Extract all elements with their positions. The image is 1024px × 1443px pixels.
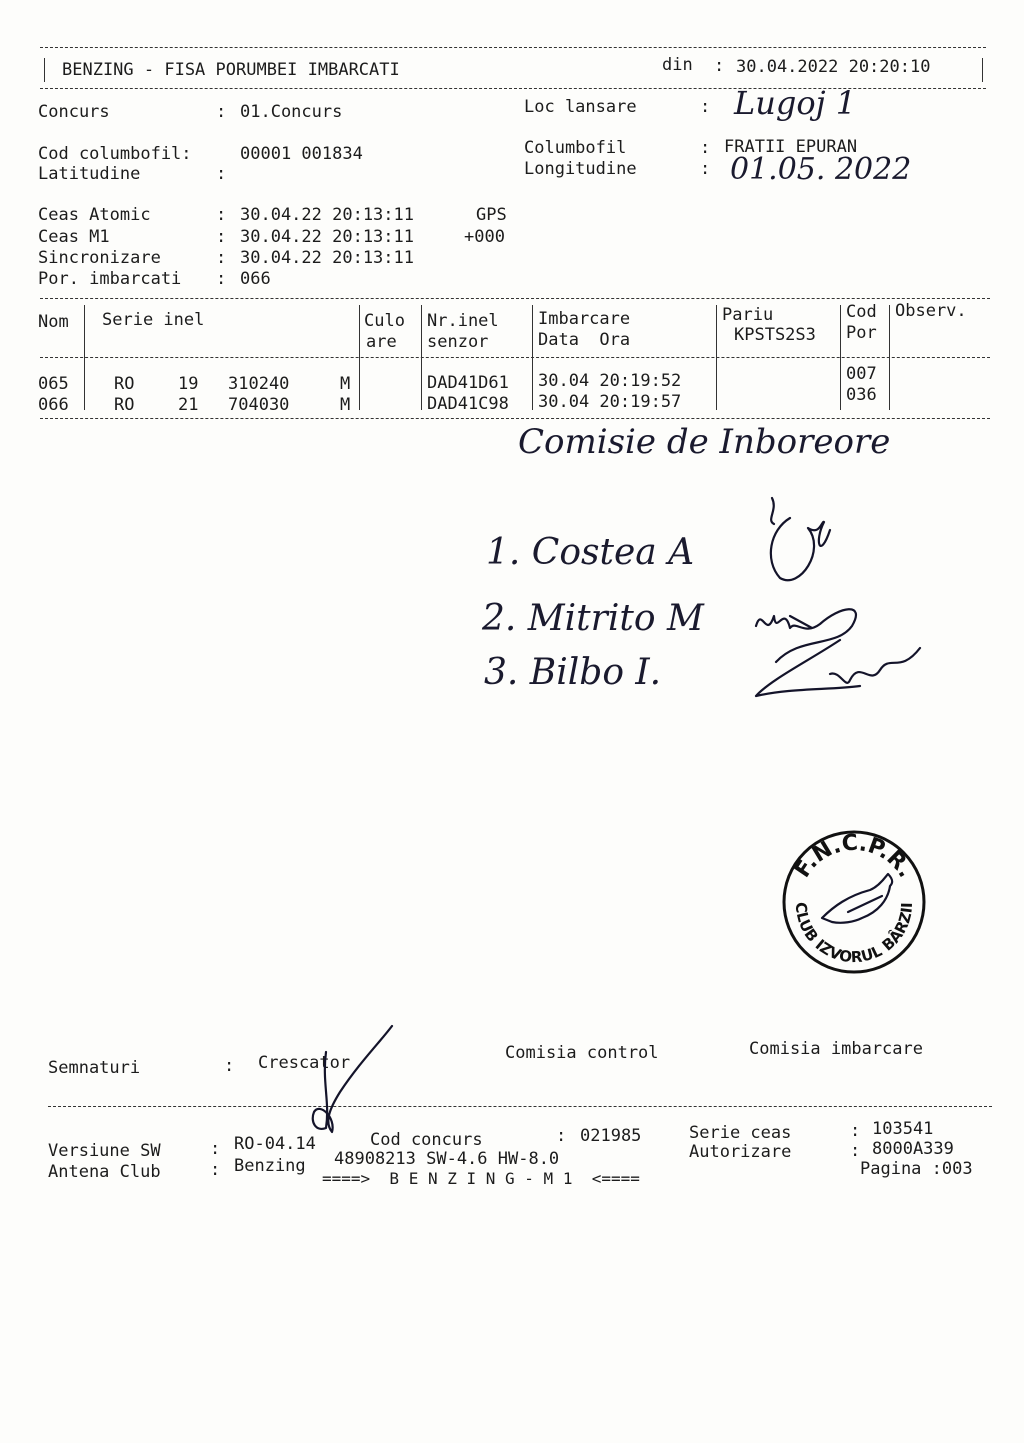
ceas-m1-label: Ceas M1	[38, 227, 110, 247]
svg-text:F.N.C.P.R.	[790, 831, 918, 883]
table-row-2-country: RO	[114, 395, 135, 415]
ceas-atomic-extra: GPS	[476, 205, 507, 225]
header-top-border	[40, 47, 986, 48]
table-row-2-sex: M	[340, 395, 351, 415]
commission-member-1: 1. Costea A	[486, 532, 695, 573]
table-row-2-ring: 704030	[228, 395, 290, 415]
col-nrinel-header-1: Nr.inel	[427, 311, 499, 331]
table-row-2-year: 21	[178, 395, 199, 415]
table-top-border	[40, 298, 990, 299]
table-row-2-nom: 066	[38, 395, 69, 415]
col-serie-header: Serie inel	[102, 310, 205, 330]
signature-member-3	[750, 630, 930, 710]
table-bottom-border	[40, 418, 990, 419]
table-row-1-nom: 065	[38, 374, 69, 394]
crescator-signature	[300, 1022, 400, 1142]
ceas-m1-extra: +000	[464, 227, 505, 247]
header-left-border	[44, 58, 45, 82]
print-date: 30.04.2022 20:20:10	[736, 57, 931, 77]
table-row-2-codpor: 036	[846, 385, 877, 405]
cod-concurs-value: 021985	[580, 1126, 642, 1146]
sincronizare-value: 30.04.22 20:13:11	[240, 248, 414, 268]
table-row-1-ring: 310240	[228, 374, 290, 394]
col-culoare-header-1: Culo	[364, 311, 405, 331]
stamp-text-top: F.N.C.P.R.	[790, 830, 919, 883]
handwritten-date: 01.05. 2022	[730, 152, 912, 187]
col-codpor-header-2: Por	[846, 323, 877, 343]
autorizare-label: Autorizare	[689, 1142, 792, 1162]
por-imbarcati-label: Por. imbarcati	[38, 269, 182, 289]
col-observ-header: Observ.	[895, 301, 967, 321]
antena-club-label: Antena Club	[48, 1162, 161, 1182]
cod-columbofil-label: Cod columbofil:	[38, 144, 192, 164]
commission-member-2: 2. Mitrito M	[482, 598, 704, 639]
serie-ceas-label: Serie ceas	[689, 1123, 792, 1143]
fncpr-stamp	[778, 826, 930, 976]
antena-club-extra: 48908213 SW-4.6 HW-8.0	[334, 1149, 560, 1169]
table-row-1-sex: M	[340, 374, 351, 394]
versiune-sw-label: Versiune SW	[48, 1141, 161, 1161]
table-row-1-codpor: 007	[846, 364, 877, 384]
ceas-m1-value: 30.04.22 20:13:11	[240, 227, 414, 247]
signature-member-1	[760, 490, 840, 590]
date-label: din	[662, 55, 693, 75]
table-header-border	[40, 357, 990, 358]
table-row-1-senzor: DAD41D61	[427, 373, 509, 393]
versiune-sw-value: RO-04.14	[234, 1134, 316, 1154]
comisia-control-label: Comisia control	[505, 1043, 659, 1063]
page-number: Pagina :003	[860, 1159, 973, 1179]
loc-lansare-handwritten: Lugoj 1	[734, 84, 857, 122]
col-imbarcare-header-1: Imbarcare	[538, 309, 631, 329]
columbofil-value: FRATII EPURAN	[724, 137, 858, 157]
concurs-value: 01.Concurs	[240, 102, 343, 122]
col-nom-header: Nom	[38, 312, 69, 332]
por-imbarcati-value: 066	[240, 269, 271, 289]
benzing-m1-line: ====> B E N Z I N G - M 1 <====	[322, 1169, 640, 1188]
ceas-atomic-label: Ceas Atomic	[38, 205, 151, 225]
cod-concurs-label: Cod concurs	[370, 1130, 483, 1150]
table-row-1-country: RO	[114, 374, 135, 394]
footer-top-border	[48, 1106, 992, 1107]
antena-club-value: Benzing	[234, 1156, 306, 1176]
col-pariu-header-1: Pariu	[722, 305, 774, 325]
semnaturi-label: Semnaturi	[48, 1058, 141, 1078]
comisia-imbarcare-label: Comisia imbarcare	[749, 1039, 923, 1059]
page-title: BENZING - FISA PORUMBEI IMBARCATI	[62, 60, 400, 80]
concurs-label: Concurs	[38, 102, 110, 122]
ceas-atomic-value: 30.04.22 20:13:11	[240, 205, 414, 225]
latitudine-label: Latitudine	[38, 164, 141, 184]
cod-columbofil-value: 00001 001834	[240, 144, 363, 164]
col-culoare-header-2: are	[366, 332, 397, 352]
col-pariu-header-2: KPSTS2S3	[734, 325, 816, 345]
table-row-2-data-ora: 30.04 20:19:57	[538, 392, 682, 412]
serie-ceas-value: 103541	[872, 1119, 934, 1139]
col-imbarcare-header-2: Data Ora	[538, 330, 631, 350]
commission-member-3: 3. Bilbo I.	[484, 652, 662, 693]
header-right-border	[982, 58, 983, 82]
crescator-label: Crescator	[258, 1053, 351, 1073]
longitudine-label: Longitudine	[524, 159, 637, 179]
sincronizare-label: Sincronizare	[38, 248, 161, 268]
columbofil-label: Columbofil	[524, 138, 627, 158]
table-row-1-data-ora: 30.04 20:19:52	[538, 371, 682, 391]
commission-title-handwritten: Comisie de Inboreore	[518, 422, 891, 462]
stamp-text-bottom: CLUB IZVORUL BÂRZII	[791, 901, 917, 967]
col-codpor-header-1: Cod	[846, 302, 877, 322]
loc-lansare-label: Loc lansare	[524, 97, 637, 117]
col-nrinel-header-2: senzor	[427, 332, 489, 352]
table-row-2-senzor: DAD41C98	[427, 394, 509, 414]
autorizare-value: 8000A339	[872, 1139, 954, 1159]
table-row-1-year: 19	[178, 374, 199, 394]
